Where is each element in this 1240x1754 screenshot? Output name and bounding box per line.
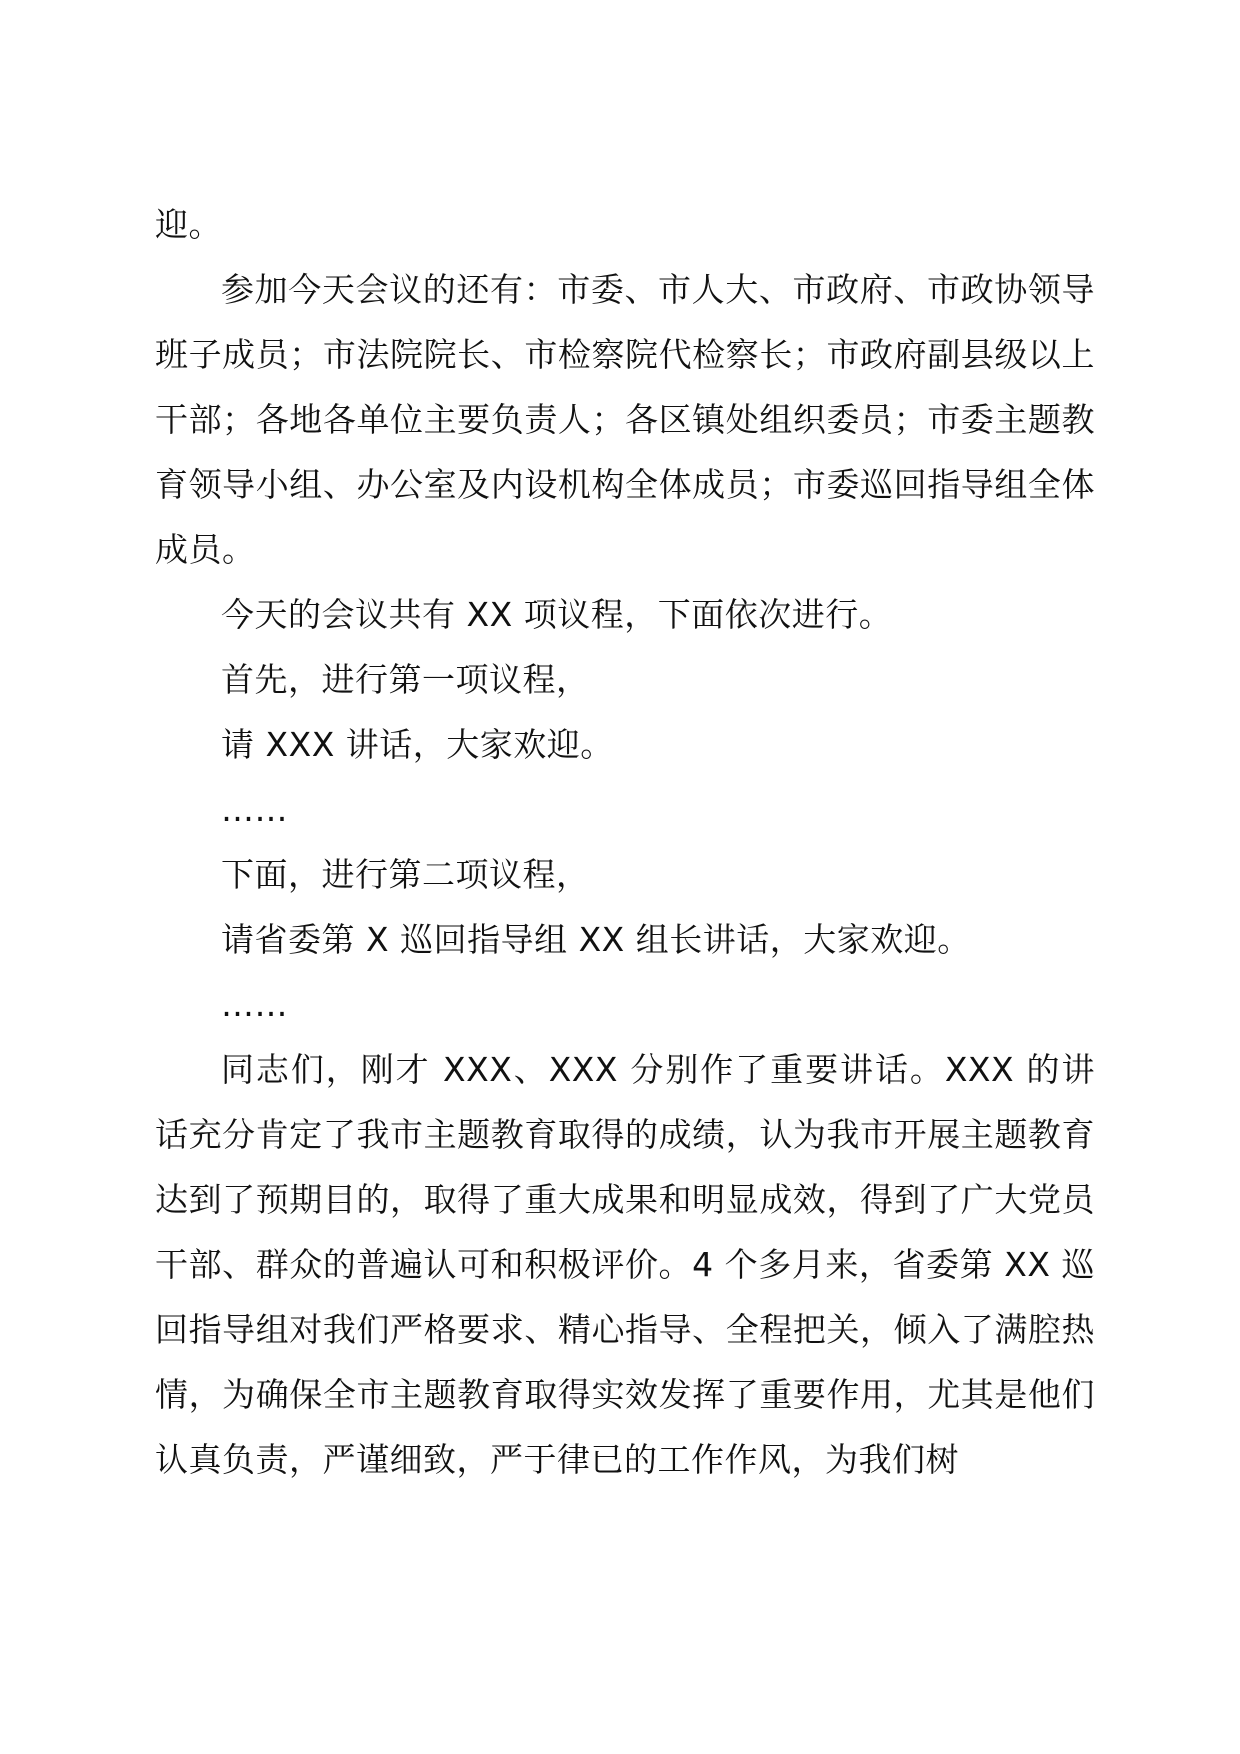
paragraph-agenda-item-2: 下面，进行第二项议程， <box>221 855 590 894</box>
paragraph-agenda-item-1: 首先，进行第一项议程， <box>221 660 590 699</box>
paragraph-agenda-intro: 今天的会议共有 XX 项议程，下面依次进行。 <box>221 595 893 634</box>
paragraph-summary: 同志们，刚才 XXX、XXX 分别作了重要讲话。XXX 的讲话充分肯定了我市主题教育取得的成绩，认为我市开展主题教育达到了预期目的，取得了重大成果和明显成效，得到了广大党员干部、群众的普遍认可和积极评价。4 个多月来，省委第 XX 巡回指导组对我们严格要求、精心指导、全程把关，倾入了满腔热情，为确保全市主题教育取得实效发挥了重要作用，尤其是他们认真负责，严谨细致，严于律已的工作作风，为我们树 <box>155 1050 1095 1479</box>
paragraph-ellipsis-2: …… <box>221 985 288 1024</box>
paragraph-continuation: 迎。 <box>155 205 222 244</box>
paragraph-ellipsis-1: …… <box>221 790 288 829</box>
paragraph-attendees: 参加今天会议的还有：市委、市人大、市政府、市政协领导班子成员；市法院院长、市检察院代检察长；市政府副县级以上干部；各地各单位主要负责人；各区镇处组织委员；市委主题教育领导小组、办公室及内设机构全体成员；市委巡回指导组全体成员。 <box>155 270 1095 569</box>
paragraph-speaker-1: 请 XXX 讲话，大家欢迎。 <box>221 725 614 764</box>
document-body <box>155 192 1095 1492</box>
paragraph-speaker-2: 请省委第 X 巡回指导组 XX 组长讲话，大家欢迎。 <box>221 920 971 959</box>
